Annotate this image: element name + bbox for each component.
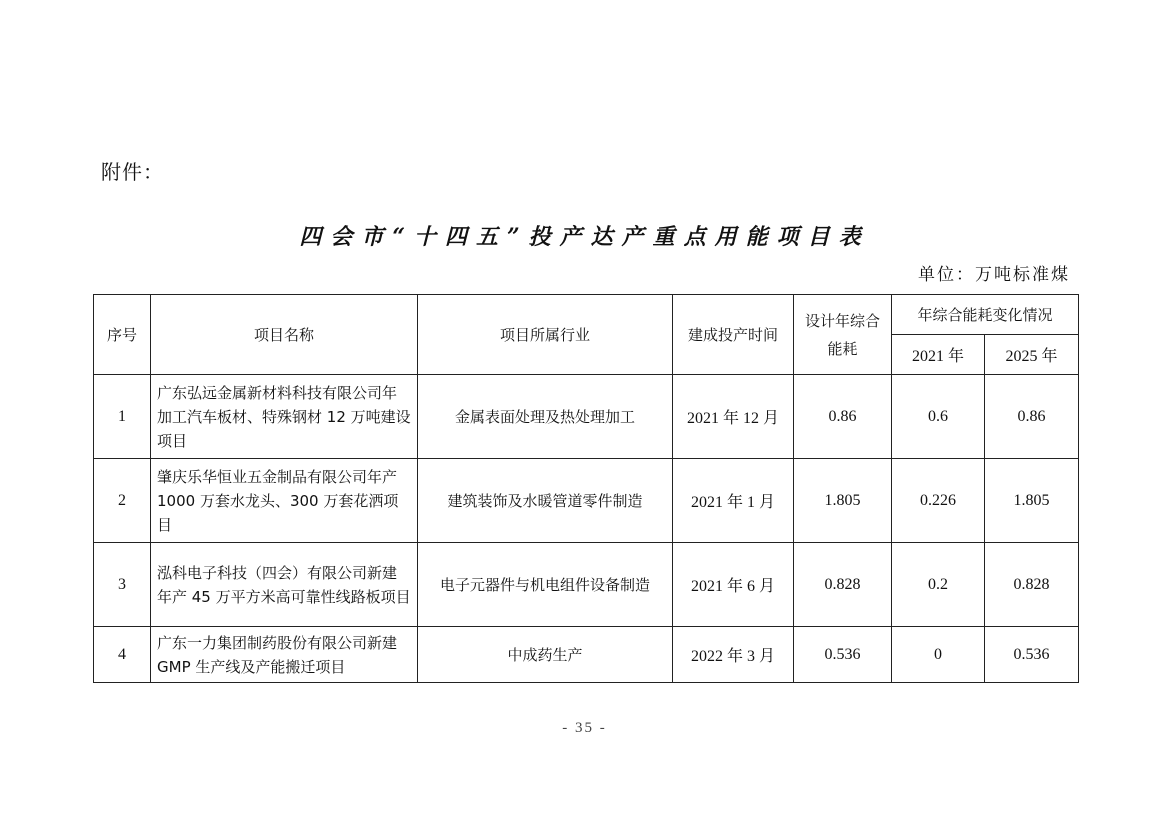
header-design-energy: 设计年综合能耗 bbox=[794, 295, 892, 375]
unit-label: 单位：万吨标准煤 bbox=[918, 265, 1070, 285]
page-number: - 35 - bbox=[562, 720, 607, 736]
cell-design-energy: 0.86 bbox=[794, 375, 892, 459]
header-completion-time: 建成投产时间 bbox=[673, 295, 794, 375]
cell-energy-2021: 0.2 bbox=[892, 543, 985, 627]
cell-industry: 金属表面处理及热处理加工 bbox=[418, 375, 673, 459]
cell-seq: 4 bbox=[94, 627, 151, 683]
cell-energy-2025: 1.805 bbox=[985, 459, 1079, 543]
cell-seq: 1 bbox=[94, 375, 151, 459]
header-project-name: 项目名称 bbox=[151, 295, 418, 375]
cell-project-name: 广东一力集团制药股份有限公司新建 GMP 生产线及产能搬迁项目 bbox=[151, 627, 418, 683]
cell-design-energy: 1.805 bbox=[794, 459, 892, 543]
cell-energy-2021: 0.226 bbox=[892, 459, 985, 543]
cell-energy-2021: 0 bbox=[892, 627, 985, 683]
header-year-2025: 2025 年 bbox=[985, 335, 1079, 375]
header-year-2021: 2021 年 bbox=[892, 335, 985, 375]
cell-completion-time: 2021 年 1 月 bbox=[673, 459, 794, 543]
cell-seq: 2 bbox=[94, 459, 151, 543]
cell-project-name: 泓科电子科技（四会）有限公司新建年产 45 万平方米高可靠性线路板项目 bbox=[151, 543, 418, 627]
cell-project-name: 广东弘远金属新材料科技有限公司年加工汽车板材、特殊钢材 12 万吨建设项目 bbox=[151, 375, 418, 459]
cell-energy-2021: 0.6 bbox=[892, 375, 985, 459]
header-industry: 项目所属行业 bbox=[418, 295, 673, 375]
cell-industry: 建筑装饰及水暖管道零件制造 bbox=[418, 459, 673, 543]
cell-industry: 电子元器件与机电组件设备制造 bbox=[418, 543, 673, 627]
table-row bbox=[94, 627, 1079, 683]
cell-energy-2025: 0.86 bbox=[985, 375, 1079, 459]
cell-project-name: 肇庆乐华恒业五金制品有限公司年产 1000 万套水龙头、300 万套花洒项目 bbox=[151, 459, 418, 543]
header-energy-change: 年综合能耗变化情况 bbox=[892, 295, 1079, 335]
table-row bbox=[94, 459, 1079, 543]
cell-energy-2025: 0.828 bbox=[985, 543, 1079, 627]
cell-completion-time: 2021 年 12 月 bbox=[673, 375, 794, 459]
table-row bbox=[94, 543, 1079, 627]
cell-industry: 中成药生产 bbox=[418, 627, 673, 683]
table-row bbox=[94, 375, 1079, 459]
header-seq: 序号 bbox=[94, 295, 151, 375]
document-title: 四会市“十四五”投产达产重点用能项目表 bbox=[299, 224, 870, 250]
cell-completion-time: 2021 年 6 月 bbox=[673, 543, 794, 627]
cell-completion-time: 2022 年 3 月 bbox=[673, 627, 794, 683]
cell-energy-2025: 0.536 bbox=[985, 627, 1079, 683]
cell-design-energy: 0.828 bbox=[794, 543, 892, 627]
energy-projects-table bbox=[93, 294, 1079, 683]
cell-seq: 3 bbox=[94, 543, 151, 627]
attachment-label: 附件： bbox=[101, 160, 164, 184]
cell-design-energy: 0.536 bbox=[794, 627, 892, 683]
